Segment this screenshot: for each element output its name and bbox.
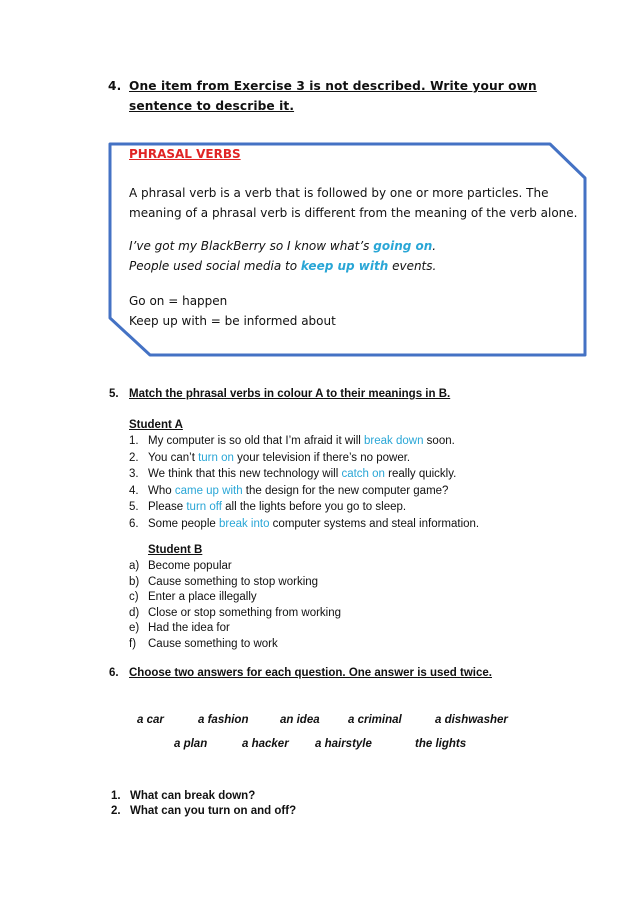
meaning-2: Keep up with = be informed about	[129, 314, 336, 328]
student-a-heading: Student A	[129, 419, 183, 431]
definition-line-1: A phrasal verb is a verb that is followed by one or more particles. The	[129, 186, 549, 200]
question-text: Choose two answers for each question. One answer is used twice.	[129, 667, 492, 679]
definition-line-2: meaning of a phrasal verb is different from the meaning of the verb alone.	[129, 206, 578, 220]
example-1: I’ve got my BlackBerry so I know what’s going on.	[129, 239, 437, 253]
option-item: a hacker	[242, 738, 289, 750]
question-number: 4.	[108, 79, 122, 93]
question-number: 6.	[109, 667, 119, 679]
highlight-phrasal-verb: going on	[373, 239, 433, 253]
phrasal-verb: turn on	[198, 451, 234, 464]
option-item: a hairstyle	[315, 738, 372, 750]
highlight-phrasal-verb: keep up with	[300, 259, 389, 273]
student-b-heading: Student B	[148, 544, 203, 556]
question-6-heading	[109, 667, 609, 683]
question-text: Match the phrasal verbs in colour A to their meanings in B.	[129, 388, 451, 400]
option-item: the lights	[415, 738, 467, 750]
option-item: a fashion	[198, 714, 249, 726]
box-title: PHRASAL VERBS	[129, 147, 241, 161]
option-item: a criminal	[348, 714, 402, 726]
phrasal-verb: break into	[218, 517, 270, 530]
option-item: a car	[137, 714, 164, 726]
option-item: an idea	[280, 714, 320, 726]
example-2: People used social media to keep up with events.	[129, 259, 437, 273]
question-text: One item from Exercise 3 is not described. Write your own sentence to describe it.	[129, 79, 537, 113]
question-5-heading	[109, 388, 609, 404]
question-5-body: Student A 1. My computer is so old that I’m afraid it will break down soon. 2. You can’t turn on your television if there’s no power. 3. We think that this new technology will catch on really quickly. 4. Who came up with the design for the new computer game? 5. Please turn off all the lights before you go to sleep. 6. Some people break into computer systems and steal information. Student B a) Become popular b) Cause something to stop working c) Enter a place illegally d) Close or stop something from working e) Had the idea for f) Cause something to work	[129, 419, 480, 650]
question-6-list: 1. What can break down? 2. What can you turn on and off?	[111, 790, 297, 817]
phrasal-verb: break down	[364, 435, 424, 447]
option-item: a plan	[174, 738, 208, 750]
phrasal-verb: turn off	[186, 501, 222, 513]
question-number: 5.	[109, 388, 119, 400]
phrasal-verbs-box	[129, 147, 578, 331]
meaning-1: Go on = happen	[129, 294, 228, 308]
phrasal-verb: came up with	[174, 484, 243, 497]
option-item: a dishwasher	[435, 714, 508, 726]
phrasal-verb: catch on	[341, 468, 385, 480]
